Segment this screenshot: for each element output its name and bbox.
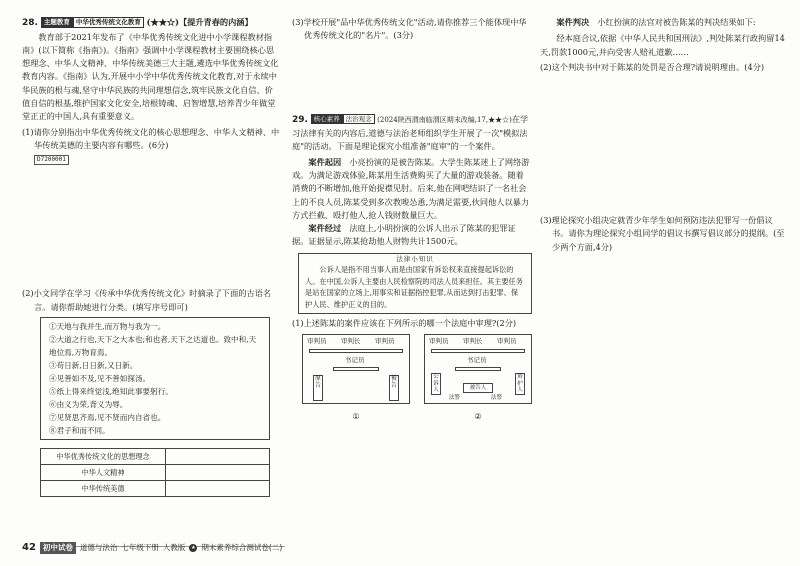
question-29-sub2: (2)这个判决书中对于陈某的处罚是否合理?请说明理由。(4分)	[540, 61, 765, 72]
bailiff-label: 法警	[449, 395, 461, 402]
verdict-label: 案件判决	[556, 17, 590, 27]
question-28-sub3: (3)学校开展"品中华优秀传统文化"活动,请你推荐三个能体现中华优秀传统文化的"名片"。(3分)	[292, 17, 527, 41]
quote-item: ⑦见贤思齐焉,见不贤而内自省也。	[49, 413, 166, 423]
quotes-box	[40, 317, 270, 440]
difficulty-stars: (★★☆)	[146, 17, 179, 27]
court-diagram-2	[424, 334, 532, 404]
quote-item: ②大道之行也,天下之大本也;和也者,天下之达道也。致中和,天地位焉,万物育焉。	[49, 335, 257, 358]
page-number: 42	[22, 542, 36, 553]
table-row-label: 中华传统美德	[41, 481, 166, 497]
question-29-sub1: (1)上述陈某的案件应该在下列所示的哪一个法庭中审理?(2分)	[292, 318, 517, 329]
quote-item: ⑥由义为荣,背义为辱。	[49, 400, 128, 410]
prosecutor-desk: 公诉人	[431, 373, 441, 395]
footer-grade: 七年级下册	[121, 543, 159, 553]
question-29-sub3: (3)理论探究小组决定就青少年学生如何预防违法犯罪写一份倡议书。请你为理论探究小组同学的倡议书撰写倡议部分的提纲。(至少两个方面,4分)	[540, 215, 785, 252]
case-origin-label: 案件起因	[308, 156, 342, 167]
question-29-intro: 在学习法律有关的内容后,道德与法治老师组织学生开展了一次"模拟法庭"的活动。下面是理论探究小组准备"庭审"的一个案件。	[292, 113, 529, 152]
legal-tip-box	[298, 253, 532, 314]
judge-label: 审判员	[307, 337, 327, 346]
chief-judge-label: 审判长	[463, 337, 483, 346]
table-row	[41, 481, 270, 497]
question-28-intro: 教育部于2021年发布了《中华优秀传统文化进中小学课程教材指南》(以下简称《指南》)。《指南》强调中小学课程教材主要围绕核心思想理念、中华人文精神、中华传统美德三大主题,遴选中华优秀传统文化教育内容。《指南》认为,开展中小学中华优秀传统文化教育,对于永续中华民族的根与魂,坚守中华民族的共同理想信念,筑牢民族文化自信、价值自信的根基,维护国家文化安全,培根铸魂、启智增慧,培养青少年做堂堂正正的中国人,具有重要意义。	[22, 31, 279, 122]
chief-judge-label: 审判长	[341, 337, 361, 346]
legal-tip-text: 公诉人是指不用当事人而是由国家有诉讼权来直接提起诉讼的人。在中国,公诉人主要由人民检察院的司法人员来担任。其主要任务是站在国家的立场上,用事实和证据指控犯罪,从而达到打击犯罪、保护人民、维护正义的目的。	[305, 265, 523, 309]
question-28-sub2: (2)小文同学在学习《传承中华优秀传统文化》时摘录了下面的古语名言。请你帮助她进行分类。(填写序号即可)	[22, 288, 272, 312]
answer-cell[interactable]	[166, 449, 270, 465]
clerk-desk	[455, 367, 501, 371]
verdict-intro: 小红扮演的法官对被告陈某的判决结果如下:	[597, 17, 756, 27]
question-code: D7200001	[34, 155, 69, 165]
footer-subject: 道德与法治	[79, 543, 118, 553]
court-option-label: ①	[352, 411, 360, 421]
defendant-box: 被告人	[463, 383, 493, 393]
footer-badge: 初中试卷	[40, 542, 76, 554]
court-option-2[interactable]	[424, 334, 532, 423]
judge-label: 审判员	[497, 337, 517, 346]
question-28-sub1: (1)请你分别指出中华优秀传统文化的核心思想理念、中华人文精神、中华传统美德的主要内容有哪些。(6分)	[22, 126, 280, 150]
question-number: 28.	[22, 18, 38, 28]
table-row-label: 中华人文精神	[41, 465, 166, 481]
answer-cell[interactable]	[166, 481, 270, 497]
topic-tag: 核心素养	[311, 114, 343, 125]
judges-bench	[431, 349, 525, 353]
clerk-label: 书记员	[345, 356, 365, 365]
table-row	[41, 465, 270, 481]
verdict-text: 经本庭合议,依据《中华人民共和国刑法》,判处陈某行政拘留14天,罚款1000元,并向受害人赔礼道歉……	[540, 33, 785, 57]
topic-tag-text: 中华优秀传统文化教育	[73, 17, 144, 28]
middle-column	[292, 16, 532, 424]
court-option-label: ②	[474, 411, 482, 421]
quote-item: ⑧君子和而不同。	[49, 426, 110, 436]
judge-label: 审判员	[375, 337, 395, 346]
defense-desk: 辩护人	[515, 373, 525, 395]
page-footer	[22, 540, 282, 556]
court-diagram-1	[302, 334, 410, 404]
question-29-header	[292, 113, 532, 154]
table-row-label: 中华优秀传统文化的思想理念	[41, 449, 166, 465]
star-icon: ★	[191, 545, 196, 552]
topic-tag-text: 法治观念	[343, 114, 375, 125]
classification-table	[40, 448, 270, 497]
court-diagrams	[302, 334, 532, 423]
question-28-header	[22, 16, 280, 31]
table-row	[41, 449, 270, 465]
legal-tip-title: 法律小知识	[396, 254, 434, 263]
case-process-label: 案件经过	[308, 223, 342, 234]
quote-item: ①天地与我并生,而万物与我为一。	[49, 321, 166, 331]
question-number: 29.	[292, 114, 308, 125]
bailiff-label: 法警	[491, 395, 503, 402]
court-option-1[interactable]	[302, 334, 410, 423]
question-source: (2024陕西渭南临渭区期末改编,17,★★☆)	[377, 115, 512, 124]
quote-item: ③苟日新,日日新,又日新。	[49, 361, 138, 371]
question-29	[292, 113, 532, 424]
judges-bench	[309, 349, 403, 353]
topic-tag: 主题教育	[41, 17, 73, 28]
right-column	[540, 16, 785, 254]
case-origin-text: 小亮扮演的是被告陈某。大学生陈某迷上了网络游戏。为满足游戏体验,陈某用生活费购买了大量的游戏装备。随着消费的不断增加,他开始捉襟见肘。后来,他在网吧结识了一名社会上的不良人员,陈某受到多次教唆怂恿,为满足需要,伙同他人以暴力方式拦截、殴打他人,抢人钱财数量巨大。	[292, 156, 530, 220]
defendant-desk: 被告	[389, 375, 399, 401]
quote-item: ⑤纸上得来终觉浅,绝知此事要躬行。	[49, 387, 173, 397]
plaintiff-desk: 原告	[313, 375, 323, 401]
left-column	[22, 16, 280, 497]
answer-cell[interactable]	[166, 465, 270, 481]
case-process-text: 法庭上,小明扮演的公诉人出示了陈某的犯罪证据。证据显示,陈某抢劫他人财物共计1500元。	[292, 223, 516, 247]
clerk-desk	[333, 367, 379, 371]
footer-exam-title: 期末素养综合测试卷(二)	[201, 543, 283, 553]
quote-item: ④见善如不及,见不善如探汤。	[49, 374, 151, 384]
clerk-label: 书记员	[467, 356, 487, 365]
footer-edition: 人教版	[162, 543, 186, 553]
judge-label: 审判员	[429, 337, 449, 346]
question-topic: 【提升青春的内涵】	[178, 17, 253, 27]
